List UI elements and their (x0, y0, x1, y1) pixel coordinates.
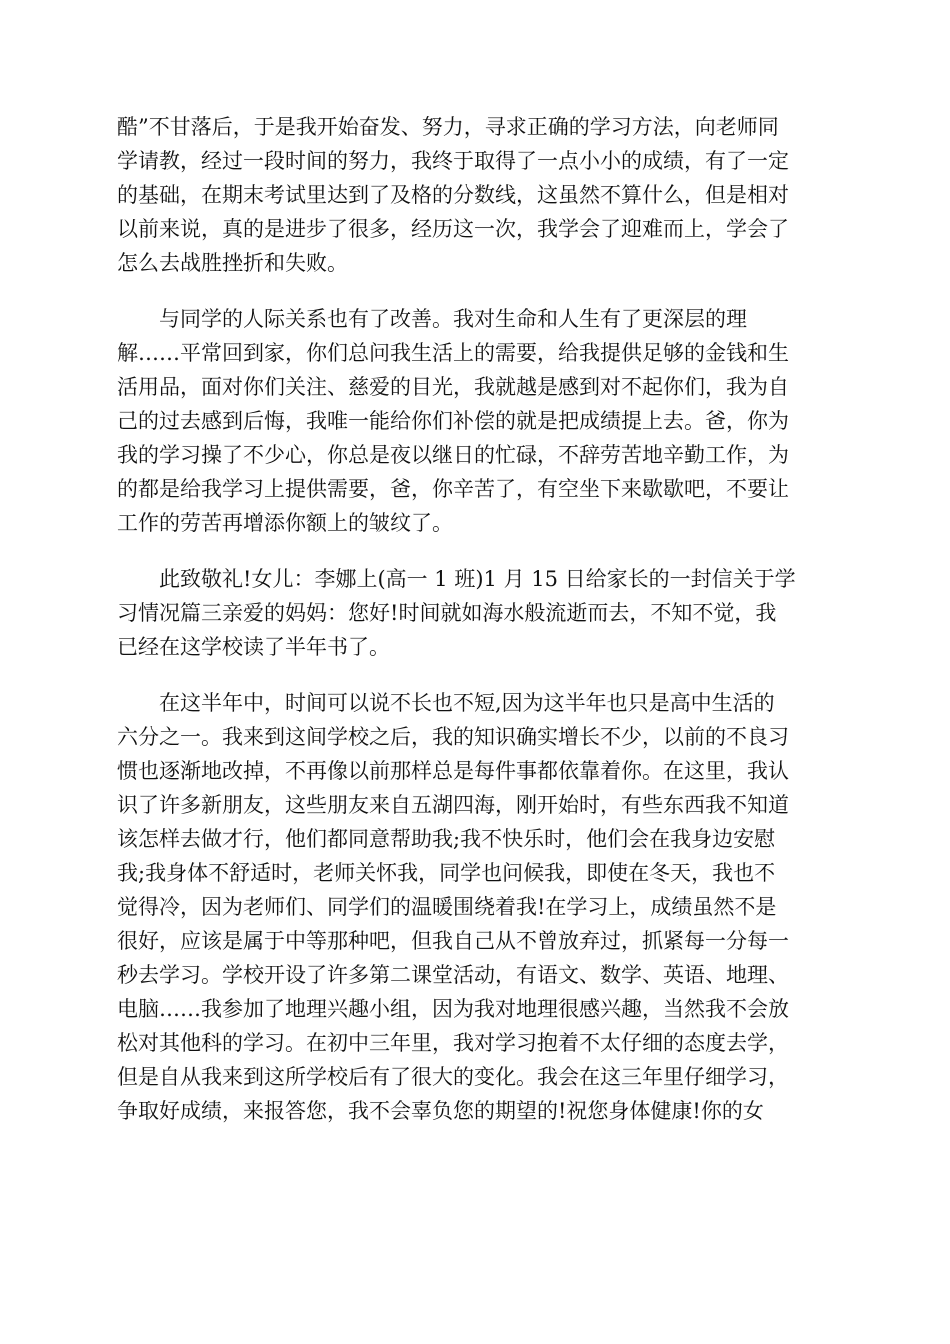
text-line: 怎么去战胜挫折和失败。 (117, 251, 348, 275)
text-line: 松对其他科的学习。在初中三年里，我对学习抱着不太仔细的态度去学， (117, 1031, 789, 1055)
document-body (117, 110, 837, 1150)
text-line: 此致敬礼!女儿：李娜上(高一 1 班)1 月 15 日给家长的一封信关于学 (159, 567, 796, 591)
text-line: 工作的劳苦再增添你额上的皱纹了。 (117, 511, 453, 535)
paragraph-2 (117, 302, 837, 540)
paragraph-4 (117, 686, 837, 1128)
text-line: 争取好成绩，来报答您，我不会辜负您的期望的!祝您身体健康!你的女 (117, 1099, 764, 1123)
text-line: 电脑……我参加了地理兴趣小组，因为我对地理很感兴趣，当然我不会放 (117, 997, 789, 1021)
text-line: 酷”不甘落后，于是我开始奋发、努力，寻求正确的学习方法，向老师同 (117, 115, 779, 139)
text-line: 活用品，面对你们关注、慈爱的目光，我就越是感到对不起你们，我为自 (117, 375, 789, 399)
paragraph-3 (117, 562, 837, 664)
text-line: 与同学的人际关系也有了改善。我对生命和人生有了更深层的理 (159, 307, 747, 331)
text-line: 习情况篇三亲爱的妈妈：您好!时间就如海水般流逝而去，不知不觉，我 (117, 601, 777, 625)
text-line: 我;我身体不舒适时，老师关怀我，同学也问候我，即使在冬天，我也不 (117, 861, 776, 885)
text-line: 惯也逐渐地改掉，不再像以前那样总是每件事都依靠着你。在这里，我认 (117, 759, 789, 783)
text-line: 学请教，经过一段时间的努力，我终于取得了一点小小的成绩，有了一定 (117, 149, 789, 173)
text-line: 解……平常回到家，你们总问我生活上的需要，给我提供足够的金钱和生 (117, 341, 789, 365)
text-line: 识了许多新朋友，这些朋友来自五湖四海，刚开始时，有些东西我不知道 (117, 793, 789, 817)
text-line: 的都是给我学习上提供需要，爸，你辛苦了，有空坐下来歇歇吧，不要让 (117, 477, 789, 501)
text-line: 已经在这学校读了半年书了。 (117, 635, 390, 659)
text-line: 六分之一。我来到这间学校之后，我的知识确实增长不少，以前的不良习 (117, 725, 789, 749)
text-line: 己的过去感到后悔，我唯一能给你们补偿的就是把成绩提上去。爸，你为 (117, 409, 789, 433)
text-line: 我的学习操了不少心，你总是夜以继日的忙碌，不辞劳苦地辛勤工作，为 (117, 443, 789, 467)
text-line: 的基础，在期末考试里达到了及格的分数线，这虽然不算什么，但是相对 (117, 183, 789, 207)
text-line: 在这半年中，时间可以说不长也不短,因为这半年也只是高中生活的 (159, 691, 775, 715)
text-line: 很好，应该是属于中等那种吧，但我自己从不曾放弃过，抓紧每一分每一 (117, 929, 789, 953)
text-line: 觉得冷，因为老师们、同学们的温暖围绕着我!在学习上，成绩虽然不是 (117, 895, 777, 919)
text-line: 以前来说，真的是进步了很多，经历这一次，我学会了迎难而上，学会了 (117, 217, 789, 241)
paragraph-1 (117, 110, 837, 280)
text-line: 秒去学习。学校开设了许多第二课堂活动，有语文、数学、英语、地理、 (117, 963, 789, 987)
text-line: 但是自从我来到这所学校后有了很大的变化。我会在这三年里仔细学习， (117, 1065, 789, 1089)
text-line: 该怎样去做才行，他们都同意帮助我;我不快乐时，他们会在我身边安慰 (117, 827, 776, 851)
